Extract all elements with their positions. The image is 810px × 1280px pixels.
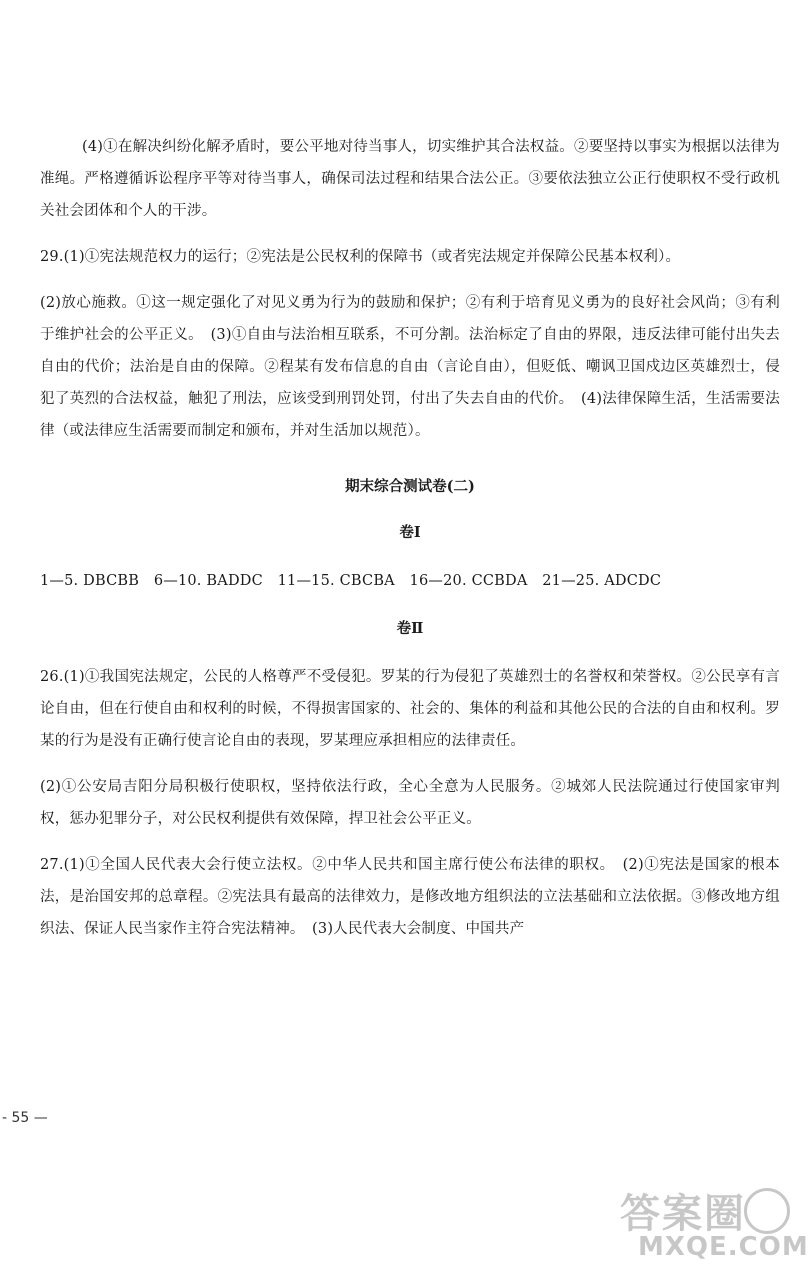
section-title-1: 卷Ⅰ — [399, 524, 421, 541]
watermark-cn-text: 答案圈 — [620, 1191, 746, 1237]
answer-paragraph-28-4: (4)①在解决纠纷化解矛盾时，要公平地对待当事人，切实维护其合法权益。②要坚持以事实为根据以法律为准绳。严格遵循诉讼程序平等对待当事人，确保司法过程和结果合法公正。③要依法独立公正行使职权不受行政机关社会团体和个人的干涉。 — [40, 139, 780, 219]
answer-paragraph-26-2: (2)①公安局吉阳分局积极行使职权，坚持依法行政，全心全意为人民服务。②城郊人民法院通过行使国家审判权，惩办犯罪分子，对公民权利提供有效保障，捍卫社会公平正义。 — [40, 779, 780, 827]
section-title-2: 卷Ⅱ — [396, 620, 424, 637]
watermark-logo — [620, 1182, 809, 1272]
watermark-badge-icon — [744, 1188, 790, 1234]
exam-title: 期末综合测试卷(二) — [345, 478, 475, 495]
answer-paragraph-29-1: 29.(1)①宪法规范权力的运行；②宪法是公民权利的保障书（或者宪法规定并保障公民基本权利）。 — [40, 249, 681, 265]
answer-paragraph-29-2: (2)放心施救。①这一规定强化了对见义勇为行为的鼓励和保护；②有利于培育见义勇为的良好社会风尚；③有利于维护社会的公平正义。 (3)①自由与法治相互联系，不可分割。法治标定了自由的界限，违反法律可能付出失去自由的代价；法治是自由的保障。②程某有发布信息的自由（言论自由），但贬低、嘲讽卫国戍边区英雄烈士，侵犯了英烈的合法权益，触犯了刑法，应该受到刑罚处罚，付出了失去自由的代价。 (4)法律保障生活，生活需要法律（或法律应生活需要而制定和颁布，并对生活加以规范）。 — [40, 295, 780, 439]
page-content — [40, 131, 780, 959]
answer-paragraph-26-1: 26.(1)①我国宪法规定，公民的人格尊严不受侵犯。罗某的行为侵犯了英雄烈士的名誉权和荣誉权。②公民享有言论自由，但在行使自由和权利的时候，不得损害国家的、社会的、集体的利益和其他公民的合法的自由和权利。罗某的行为是没有正确行使言论自由的表现，罗某理应承担相应的法律责任。 — [40, 669, 780, 749]
page-number: - 55 — — [2, 1110, 48, 1126]
multiple-choice-answers: 1—5. DBCBB 6—10. BADDC 11—15. CBCBA 16—20. CCBDA 21—25. ADCDC — [40, 573, 662, 589]
watermark-en-text: MXQE.COM — [638, 1232, 809, 1262]
answer-paragraph-27: 27.(1)①全国人民代表大会行使立法权。②中华人民共和国主席行使公布法律的职权。 (2)①宪法是国家的根本法，是治国安邦的总章程。②宪法具有最高的法律效力，是修改地方组织法的立法基础和立法依据。③修改地方组织法、保证人民当家作主符合宪法精神。 (3)人民代表大会制度、中国共产 — [40, 857, 780, 937]
